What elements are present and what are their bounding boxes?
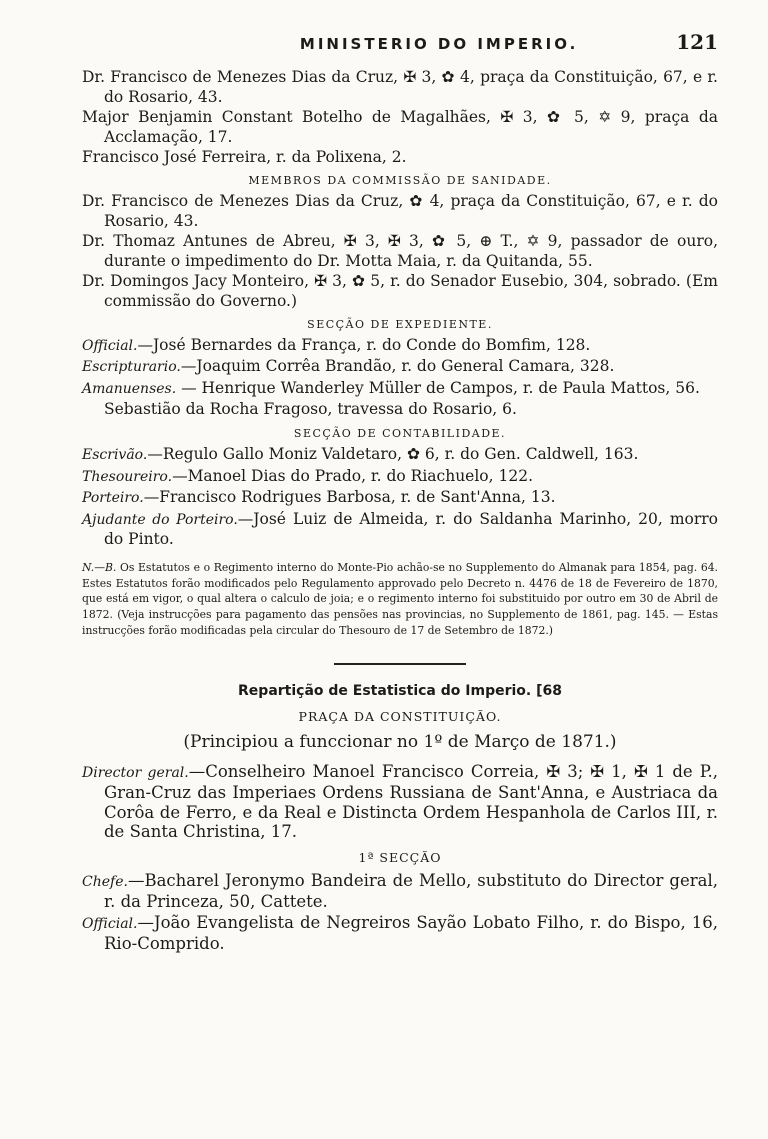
entry-text: —José Bernardes da França, r. do Conde do Bomfim, 128. <box>137 335 591 354</box>
section-heading-expediente: SECÇÃO DE EXPEDIENTE. <box>307 317 493 331</box>
start-date-note: (Principiou a funccionar no 1º de Março de 1871.) <box>183 731 617 752</box>
list-item <box>82 871 718 912</box>
list-item <box>82 467 718 488</box>
section-subheading: PRAÇA DA CONSTITUIÇÃO. <box>298 708 502 724</box>
entry-text: Sebastião da Rocha Fragoso, travessa do Rosario, 6. <box>104 400 517 419</box>
entry-text: —Conselheiro Manoel Francisco Correia, ✠ 3; ✠ 1, ✠ 1 de P., Gran-Cruz das Imperiaes Ordens Russiana de Sant'Anna, e Austriaca da Corôa de Ferro, e da Real e Distincta Ordem Hespanhola de Carlos III, r. de Santa Christina, 17. <box>104 761 718 842</box>
list-item <box>82 913 718 954</box>
role-label: Director geral. <box>82 764 189 781</box>
list-item: Major Benjamin Constant Botelho de Magalhães, ✠ 3, ✿ 5, ✡ 9, praça da Acclamação, 17. <box>82 108 718 146</box>
entry-text: —Bacharel Jeronymo Bandeira de Mello, substituto do Director geral, r. da Princeza, 50, Cattete. <box>104 870 718 912</box>
list-item: Dr. Thomaz Antunes de Abreu, ✠ 3, ✠ 3, ✿ 5, ⊕ T., ✡ 9, passador de ouro, durante o impedimento do Dr. Motta Maia, r. da Quitanda, 55. <box>82 232 718 270</box>
role-label: Chefe. <box>82 873 128 890</box>
list-item <box>82 400 718 421</box>
list-item <box>82 357 718 378</box>
entry-text: —Manoel Dias do Prado, r. do Riachuelo, 122. <box>172 466 534 485</box>
note-prefix: N.—B. <box>82 560 117 574</box>
role-label: Escripturario. <box>82 359 181 376</box>
entry-text: —José Luiz de Almeida, r. do Saldanha Marinho, 20, morro do Pinto. <box>104 509 718 549</box>
running-title: MINISTERIO DO IMPERIO. <box>299 35 579 53</box>
section-heading-commission: MEMBROS DA COMMISSÃO DE SANIDADE. <box>248 173 552 187</box>
role-label: Official. <box>82 337 138 354</box>
list-item <box>82 762 718 842</box>
role-label: Porteiro. <box>82 490 144 507</box>
entry-text: —João Evangelista de Negreiros Sayão Lobato Filho, r. do Bispo, 16, Rio-Comprido. <box>104 912 718 954</box>
role-label: Thesoureiro. <box>82 468 173 485</box>
entry-text: —Joaquim Corrêa Brandão, r. do General Camara, 328. <box>180 357 615 376</box>
list-item <box>82 510 718 550</box>
page-number: 121 <box>676 30 718 54</box>
page-header <box>82 30 718 68</box>
first-section-heading: 1ª SECÇÃO <box>358 849 442 865</box>
role-label: Amanuenses. <box>82 380 177 397</box>
list-item <box>82 445 718 466</box>
entry-text: —Regulo Gallo Moniz Valdetaro, ✿ 6, r. do Gen. Caldwell, 163. <box>147 444 639 463</box>
list-item: Dr. Francisco de Menezes Dias da Cruz, ✿ 4, praça da Constituição, 67, e r. do Rosario, 43. <box>82 191 718 230</box>
list-item: Dr. Francisco de Menezes Dias da Cruz, ✠ 3, ✿ 4, praça da Constituição, 67, e r. do Rosario, 43. <box>82 68 718 106</box>
role-label: Escrivão. <box>82 446 148 463</box>
list-item: Francisco José Ferreira, r. da Polixena, 2. <box>82 148 407 167</box>
list-item <box>82 336 718 357</box>
list-item: Dr. Domingos Jacy Monteiro, ✠ 3, ✿ 5, r. do Senador Eusebio, 304, sobrado. (Em commissão do Governo.) <box>82 272 718 310</box>
list-item <box>82 379 718 400</box>
entry-text: —Francisco Rodrigues Barbosa, r. de Sant'Anna, 13. <box>143 488 556 507</box>
role-label: Ajudante do Porteiro. <box>82 511 238 528</box>
section-heading-contabilidade: SECÇÃO DE CONTABILIDADE. <box>293 426 507 440</box>
entry-text: — Henrique Wanderley Müller de Campos, r. de Paula Mattos, 56. <box>176 378 700 397</box>
divider <box>334 663 466 665</box>
note-text: Os Estatutos e o Regimento interno do Monte-Pio achão-se no Supplemento do Almanak para 1854, pag. 64. Estes Estatutos forão modificados pelo Regulamento approvado pelo Decreto n. 4476 de 18 de Fevereiro de 1870, que está em vigor, o qual altera o calculo de joia; e o regimento interno foi substituido por outro em 30 de Abril de 1872. (Veja instrucções para pagamento das pensões nas provincias, no Supplemento de 1861, pag. 145. — Estas instrucções forão modificadas pela circular do Thesouro de 17 de Setembro de 1872.) <box>82 560 718 638</box>
list-item <box>82 488 718 509</box>
section-title-statistics: Repartição de Estatistica do Imperio. [68 <box>238 682 562 699</box>
footnote <box>82 560 718 639</box>
role-label: Official. <box>82 915 138 932</box>
